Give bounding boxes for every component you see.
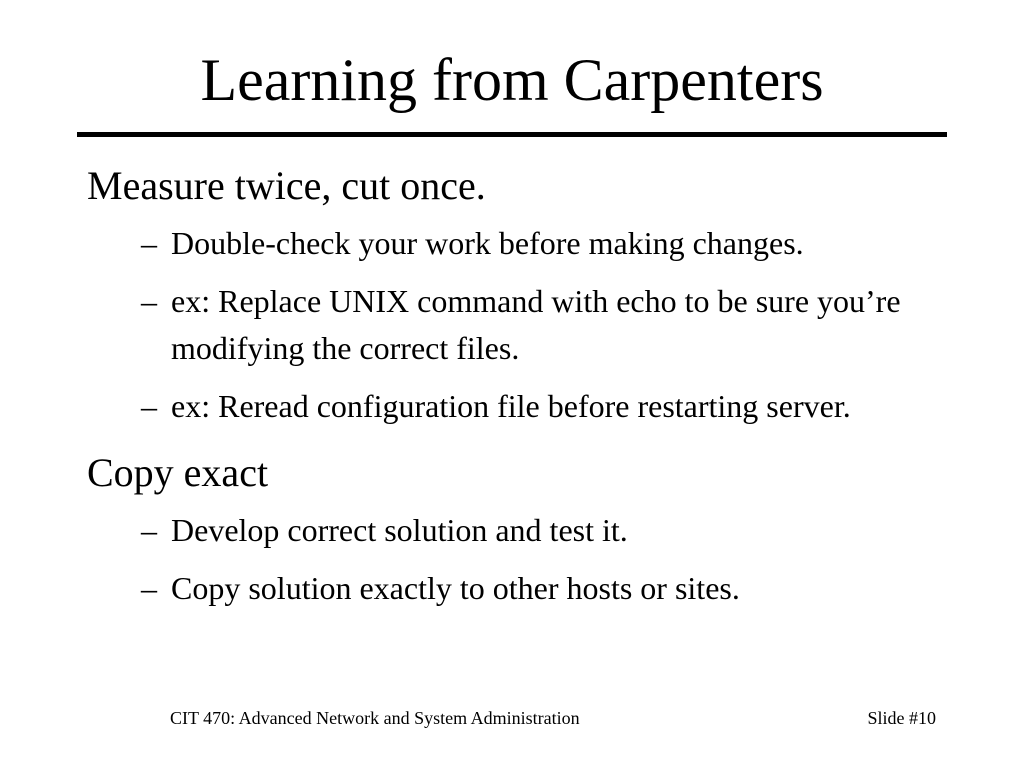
list-item-text: Double-check your work before making changes. — [171, 225, 804, 261]
list-item-text: ex: Replace UNIX command with echo to be sure you’re modifying the correct files. — [171, 283, 901, 366]
list-item — [87, 565, 987, 612]
list-item-text: ex: Reread configuration file before restarting server. — [171, 388, 851, 424]
footer-slide-number: Slide #10 — [867, 708, 936, 728]
list-item — [87, 278, 987, 372]
section-heading: Copy exact — [87, 450, 269, 495]
dash-bullet: – — [141, 225, 157, 261]
dash-bullet: – — [141, 570, 157, 606]
slide-content — [87, 162, 987, 623]
title-divider — [77, 132, 947, 137]
footer-course: CIT 470: Advanced Network and System Administration — [170, 708, 580, 728]
section-heading: Measure twice, cut once. — [87, 163, 486, 208]
dash-bullet: – — [141, 283, 157, 319]
list-item — [87, 507, 987, 554]
slide-title: Learning from Carpenters — [200, 47, 824, 113]
dash-bullet: – — [141, 388, 157, 424]
list-item — [87, 383, 987, 430]
list-item-text: Copy solution exactly to other hosts or sites. — [171, 570, 740, 606]
section-spacer — [87, 441, 987, 449]
list-item-text: Develop correct solution and test it. — [171, 512, 628, 548]
list-item — [87, 220, 987, 267]
dash-bullet: – — [141, 512, 157, 548]
